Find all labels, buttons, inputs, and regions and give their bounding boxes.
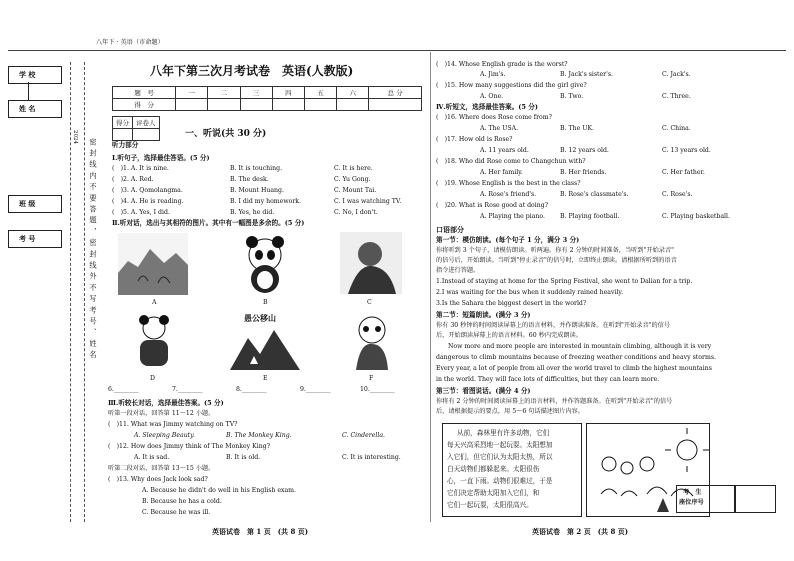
part-3-sub-2: 听第二段对话，回答第 13～15 小题。	[108, 465, 215, 472]
name-label: 姓 名	[19, 104, 36, 113]
score-cell[interactable]	[369, 99, 422, 111]
story-line: 入它们，但它们认为太阳太热，所以	[447, 453, 553, 461]
passage-line: Now more and more people are interested in mountain climbing, although it is very	[448, 343, 712, 350]
part-2-title: Ⅱ.听对话，选出与其相符的图片。其中有一幅图是多余的。(5 分)	[112, 219, 305, 227]
score-cell[interactable]	[208, 99, 240, 111]
grader-cell[interactable]	[113, 129, 133, 141]
picture-d	[128, 312, 180, 370]
sentence-3: 3.Is the Sahara the biggest desert in the world?	[436, 300, 587, 307]
story-line: 它们一起玩耍，太阳很高兴。	[447, 501, 533, 509]
q17-a: A. 11 years old.	[480, 147, 529, 154]
score-header: 四	[272, 87, 304, 99]
q18: ( )18. Who did Rose come to Changchun with?	[436, 158, 586, 165]
picture-c-letter: C	[367, 299, 372, 306]
q11-b: B. The Monkey King.	[226, 432, 292, 439]
q16-c: C. China.	[662, 125, 691, 132]
q2-c: C. Yu Gong.	[334, 176, 371, 183]
blank-9[interactable]: 9.________	[300, 386, 331, 393]
q16: ( )16. Where does Rose come from?	[436, 114, 552, 121]
oral-section-3-desc: 你将有 2 分钟的时间阅读屏幕上的语言材料，并作答题准备。在听到"开始录音"的信号	[436, 398, 673, 405]
sentence-1: 1.Instead of staying at home for the Spring Festival, she went to Dalian for a trip.	[436, 278, 693, 285]
school-label: 学 校	[19, 70, 36, 79]
binding-margin	[8, 52, 110, 522]
oral-section-3-desc: 后，请根据提示的要点，用 5～6 句话描述图片内容。	[436, 408, 584, 415]
dash-line	[70, 62, 71, 522]
sentence-2: 2.I was waiting for the bus when it suddenly rained heavily.	[436, 289, 624, 296]
q15: ( )15. How many suggestions did the girl give?	[436, 82, 587, 89]
picture-c	[340, 232, 402, 294]
q18-a: A. Her family.	[480, 169, 523, 176]
score-cell[interactable]	[176, 99, 208, 111]
q13-b: B. Because he has a cold.	[142, 498, 222, 505]
q12: ( )12. How does Jimmy think of The Monkey King?	[108, 443, 271, 450]
story-line: 它们决定帮助太阳加入它们，和	[447, 489, 540, 497]
number-label: 考 号	[19, 234, 36, 243]
class-box	[8, 195, 62, 213]
q19-c: C. Rose's.	[662, 191, 693, 198]
q15-b: B. Two.	[560, 93, 584, 100]
picture-f	[344, 312, 400, 370]
q3-a: ( )3. A. Qomolangma.	[112, 187, 183, 194]
school-box	[8, 66, 62, 84]
blank-10[interactable]: 10.________	[360, 386, 395, 393]
page-divider	[430, 52, 431, 522]
q1-a: ( )1. A. It is nine.	[112, 165, 169, 172]
oral-section-1-title: 第一节：模仿朗读。(每个句子 1 分，满分 3 分)	[436, 236, 580, 244]
q12-c: C. It is interesting.	[342, 454, 401, 461]
q17-c: C. 13 years old.	[662, 147, 711, 154]
q20-c: C. Playing basketball.	[662, 213, 730, 220]
q1-c: C. It is here.	[334, 165, 373, 172]
q3-c: C. Mount Tai.	[334, 187, 377, 194]
picture-b	[238, 233, 292, 295]
picture-e-letter: E	[263, 375, 268, 382]
story-line: 每天兴高采烈地一起玩耍。太阳想加	[447, 441, 553, 449]
q19: ( )19. Whose English is the best in the class?	[436, 180, 581, 187]
line	[28, 82, 29, 100]
q11-a: A. Sleeping Beauty.	[134, 432, 195, 439]
story-box	[442, 423, 582, 517]
picture-a	[118, 233, 188, 295]
q16-b: B. The UK.	[560, 125, 595, 132]
score-table	[112, 86, 422, 111]
q18-b: B. Her friends.	[560, 169, 607, 176]
score-header: 一	[176, 87, 208, 99]
score-header: 总 分	[369, 87, 422, 99]
picture-d-letter: D	[150, 375, 155, 382]
q5-c: C. No, I don't.	[334, 209, 378, 216]
oral-heading: 口语部分	[436, 225, 464, 234]
q16-a: A. The USA.	[480, 125, 519, 132]
oral-section-3-title: 第三节：看图说话。(满分 4 分)	[436, 387, 531, 395]
score-row-label: 得 分	[113, 99, 176, 111]
q14-c: C. Jack's.	[662, 71, 691, 78]
q14: ( )14. Whose English grade is the worst?	[436, 61, 568, 68]
part-1-title: Ⅰ.听句子，选择最佳答语。(5 分)	[112, 154, 210, 162]
q14-b: B. Jack's sister's.	[560, 71, 613, 78]
q3-b: B. Mount Huang.	[230, 187, 284, 194]
oral-section-2-title: 第二节：短篇朗读。(满分 3 分)	[436, 311, 531, 319]
q19-b: B. Rose's classmate's.	[560, 191, 629, 198]
year-label: 2024	[72, 130, 78, 144]
header-strip: 八年下 · 英语（市命题）	[96, 39, 164, 46]
oral-section-2-desc: 你有 30 秒钟的时间阅读屏幕上的语言材料，并作朗读准备。在听到"开始录音"的信号	[436, 322, 671, 329]
part-3-sub-1: 听第一段对话，回答第 11～12 小题。	[108, 410, 215, 417]
story-line: 白天动物们都躲起来。太阳很伤	[447, 465, 540, 473]
score-cell[interactable]	[272, 99, 304, 111]
oral-section-2-desc: 后，开始朗读屏幕上的语言材料。60 秒内完成朗读。	[436, 332, 582, 339]
score-cell[interactable]	[337, 99, 369, 111]
name-box	[8, 100, 62, 118]
q18-c: C. Her father.	[662, 169, 705, 176]
picture-f-letter: F	[369, 375, 374, 382]
grader-score-label: 得分	[113, 117, 133, 129]
picture-e	[230, 324, 300, 370]
q4-c: C. I was watching TV.	[334, 198, 402, 205]
seat-label-2: 座位序号	[679, 499, 704, 506]
q20-a: A. Playing the piano.	[480, 213, 545, 220]
q11: ( )11. What was Jimmy watching on TV?	[108, 421, 238, 428]
passage-line: in the world. They will face lots of difficulties, but they can learn more.	[436, 376, 660, 383]
section-1-title: 一、听说(共 30 分)	[185, 129, 267, 139]
picture-a-letter: A	[152, 299, 157, 306]
grader-label: 评卷人	[133, 117, 160, 129]
score-header: 五	[304, 87, 336, 99]
exam-title: 八年下第三次月考试卷 英语(人教版)	[150, 64, 354, 78]
oral-section-1-desc: 指令进行答题。	[436, 267, 480, 274]
seal-text: 密封线内不要答题，密封线外不写考号、姓名	[89, 138, 98, 362]
score-cell[interactable]	[304, 99, 336, 111]
number-box	[8, 230, 62, 248]
header-rule	[8, 50, 786, 51]
score-header: 三	[240, 87, 272, 99]
picture-b-letter: B	[263, 299, 268, 306]
q4-a: ( )4. A. He is reading.	[112, 198, 184, 205]
q2-b: B. The desk.	[230, 176, 269, 183]
q5-b: B. Yes, he did.	[230, 209, 275, 216]
blank-7[interactable]: 7.________	[172, 386, 203, 393]
passage-line: dangerous to climb mountains because of freezing weather conditions and heavy storms.	[436, 354, 716, 361]
q12-a: A. It is sad.	[134, 454, 170, 461]
q17-b: B. 12 years old.	[560, 147, 609, 154]
passage-line: Every year, a lot of people from all over the world travel to climb the highest mountains	[436, 365, 712, 372]
q1-b: B. It is touching.	[230, 165, 283, 172]
q14-a: A. Jim's.	[480, 71, 506, 78]
score-cell[interactable]	[240, 99, 272, 111]
q13: ( )13. Why does Jack look sad?	[108, 476, 208, 483]
seat-number-box	[676, 485, 736, 513]
q15-c: C. Three.	[662, 93, 691, 100]
score-header: 二	[208, 87, 240, 99]
seat-number-input[interactable]	[734, 485, 776, 513]
q5-a: ( )5. A. Yes, I did.	[112, 209, 170, 216]
q20-b: B. Playing football.	[560, 213, 620, 220]
q20: ( )20. What is Rose good at doing?	[436, 202, 549, 209]
q17: ( )17. How old is Rose?	[436, 136, 513, 143]
story-line: 心，一直下雨。动物们很难过，于是	[447, 477, 553, 485]
part-3-title: Ⅲ.听较长对话，选择最佳答案。(5 分)	[108, 399, 224, 407]
score-header: 六	[337, 87, 369, 99]
grader-box	[112, 116, 160, 141]
q2-a: ( )2. A. Red.	[112, 176, 154, 183]
dash-line	[84, 62, 85, 522]
part-4-title: Ⅳ.听短文，选择最佳答案。(5 分)	[436, 103, 539, 111]
score-header: 题 号	[113, 87, 176, 99]
q13-c: C. Because he was ill.	[142, 509, 211, 516]
q15-a: A. One.	[480, 93, 504, 100]
story-line: 从前，森林里有许多动物，它们	[457, 429, 550, 437]
blank-8[interactable]: 8.________	[236, 386, 267, 393]
q12-b: B. It is old.	[226, 454, 261, 461]
page-2-footer: 英语试卷 第 2 页 (共 8 页)	[532, 527, 629, 536]
q11-c: C. Cinderella.	[342, 432, 386, 439]
grader-cell[interactable]	[133, 129, 160, 141]
blank-6[interactable]: 6.________	[108, 386, 139, 393]
oral-section-1-desc: 的信号后，开始朗读。当听到"停止录音"的信号时，立即终止朗读。请根据所听到的语音	[436, 257, 677, 264]
picture-e-caption: 愚公移山	[244, 313, 276, 323]
q13-a: A. Because he didn't do well in his English exam.	[142, 487, 297, 494]
q4-b: B. I did my homework.	[230, 198, 302, 205]
page-1-footer: 英语试卷 第 1 页 (共 8 页)	[212, 527, 309, 536]
listening-heading: 听力部分	[112, 141, 139, 149]
class-label: 班 级	[19, 199, 36, 208]
q19-a: A. Rose's friend's.	[480, 191, 537, 198]
oral-section-1-desc: 你将听到 3 个句子，请模仿朗读。听两遍。你有 2 分钟的时间准备，当听到"开始录音"	[436, 247, 674, 254]
seat-label-1: 考 生	[683, 489, 702, 496]
